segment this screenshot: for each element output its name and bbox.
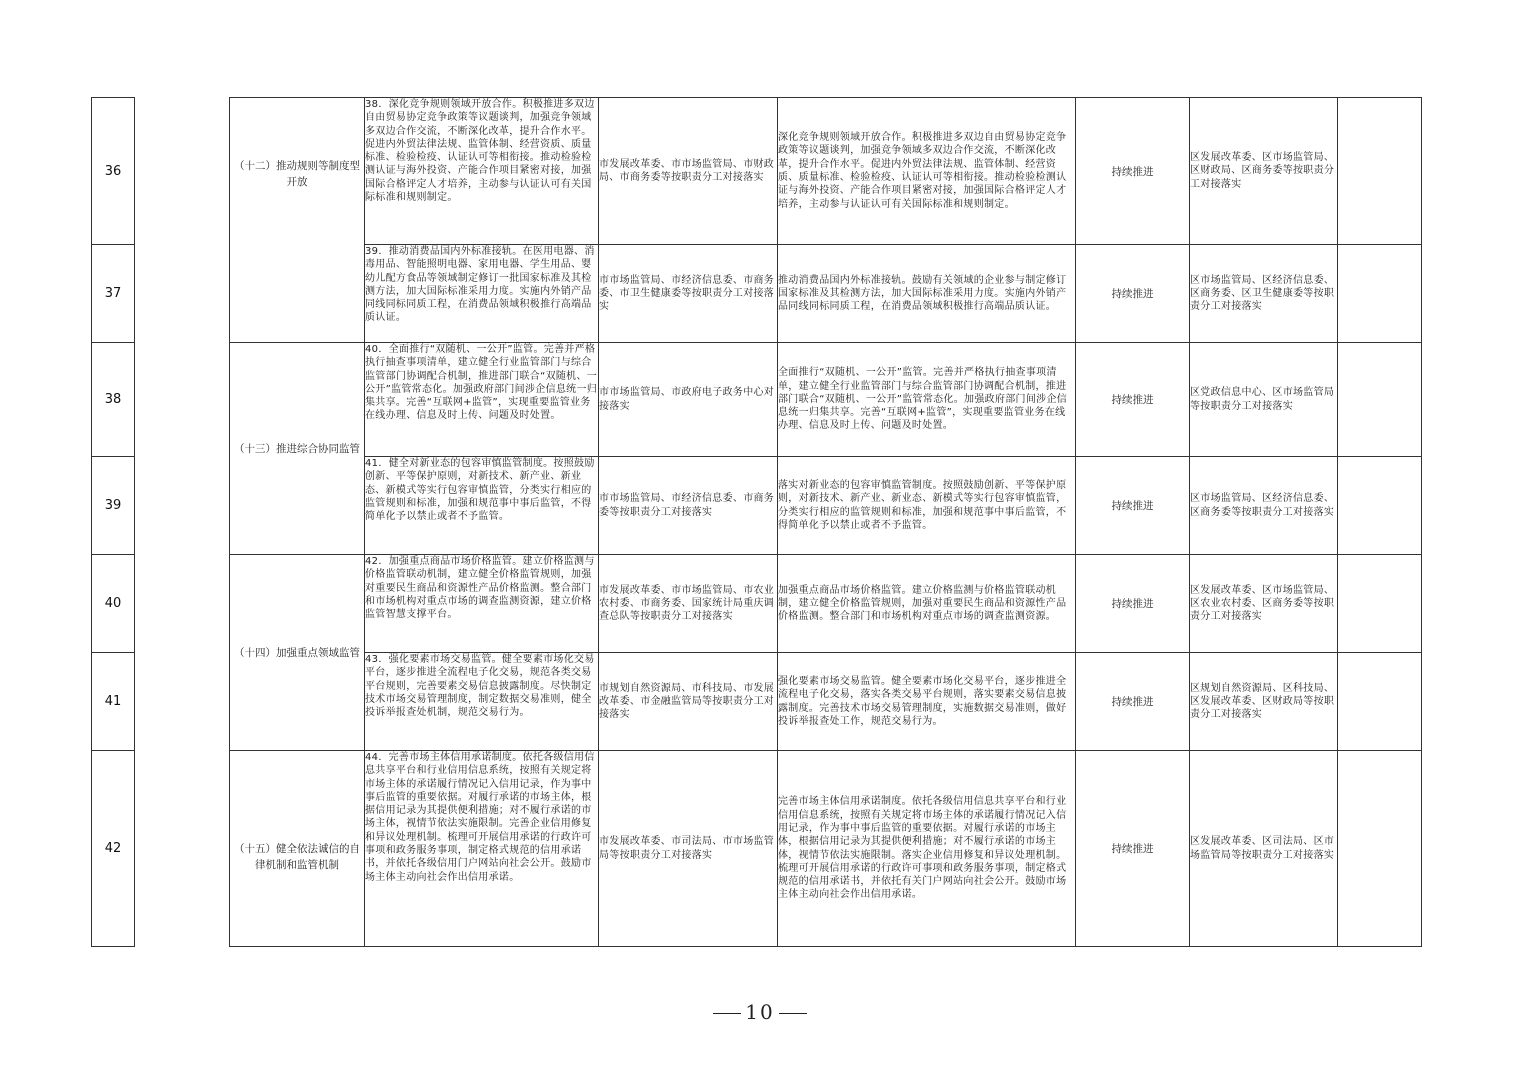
row-number: 36: [92, 98, 135, 245]
district-departments: 区党政信息中心、区市场监管局等按职责分工对接落实: [1190, 343, 1338, 457]
task-text: 42．加强重点商品市场价格监管。建立价格监测与价格监管联动机制，建立健全价格监管规则，加强对重要民生商品和资源性产品价格监测。整合部门和市场机构对重点市场的调查监测资源，建立价格监管智慧支撑平台。: [365, 555, 599, 653]
district-measure: 推动消费品国内外标准接轨。鼓励有关领域的企业参与制定修订国家标准及其检测方法，加大国际标准采用力度。实施内外销产品同线同标同质工程，在消费品领域积极推行高端品质认证。: [778, 245, 1076, 343]
remarks-cell: [1338, 555, 1422, 653]
group-label: （十二）推动规则等制度型开放: [230, 98, 365, 343]
table-row: [92, 555, 1422, 653]
district-departments: 区发展改革委、区市场监管局、区财政局、区商务委等按职责分工对接落实: [1190, 98, 1338, 245]
footer-dash-right: [779, 1013, 807, 1014]
status-cell: 持续推进: [1076, 653, 1190, 751]
task-text: 40．全面推行“双随机、一公开”监管。完善并严格执行抽查事项清单，建立健全行业监管部门与综合监管部门协调配合机制，推进部门联合“双随机、一公开”监管常态化。加强政府部门间涉企信息统一归集共享。完善“互联网+监管”，实现重要监管业务在线办理、信息及时上传、问题及时处置。: [365, 343, 599, 457]
task-text: 39．推动消费品国内外标准接轨。在医用电器、消毒用品、智能照明电器、家用电器、学生用品、婴幼儿配方食品等领域制定修订一批国家标准及其检测方法，加大国际标准采用力度。实施内外销产品同线同标同质工程，在消费品领域积极推行高端品质认证。: [365, 245, 599, 343]
page-number: 10: [745, 1000, 775, 1024]
district-departments: 区规划自然资源局、区科技局、区发展改革委、区财政局等按职责分工对接落实: [1190, 653, 1338, 751]
task-text: 44．完善市场主体信用承诺制度。依托各级信用信息共享平台和行业信用信息系统，按照有关规定将市场主体的承诺履行情况记入信用记录，作为事中事后监管的重要依据。对履行承诺的市场主体，根据信用记录为其提供便利措施；对不履行承诺的市场主体，视情节依法实施限制。完善企业信用修复和异议处理机制。梳理可开展信用承诺的行政许可事项和政务服务事项，制定格式规范的信用承诺书，并依托各级信用门户网站向社会公开。鼓励市场主体主动向社会作出信用承诺。: [365, 751, 599, 947]
group-label: （十四）加强重点领域监管: [230, 555, 365, 751]
city-departments: 市发展改革委、市司法局、市市场监管局等按职责分工对接落实: [599, 751, 778, 947]
district-measure: 深化竞争规则领域开放合作。积极推进多双边自由贸易协定竞争政策等议题谈判，加强竞争领域多双边合作交流，不断深化改革，提升合作水平。促进内外贸法律法规、监管体制、经营资质、质量标准、检验检疫、认证认可等相衔接。推动检验检测认证与海外投资、产能合作项目紧密对接，加强国际合格评定人才培养，主动参与认证认可有关国际标准和规则制定。: [778, 98, 1076, 245]
group-label: （十三）推进综合协同监管: [230, 343, 365, 555]
row-number: 39: [92, 457, 135, 555]
category-cell: [135, 98, 230, 947]
district-departments: 区发展改革委、区市场监管局、区农业农村委、区商务委等按职责分工对接落实: [1190, 555, 1338, 653]
district-measure: 强化要素市场交易监管。健全要素市场化交易平台，逐步推进全流程电子化交易，落实各类交易平台规则，落实要素交易信息披露制度。完善技术市场交易管理制度，实施数据交易准则，做好投诉举报查处工作，规范交易行为。: [778, 653, 1076, 751]
row-number: 40: [92, 555, 135, 653]
task-text: 38．深化竞争规则领域开放合作。积极推进多双边自由贸易协定竞争政策等议题谈判，加强竞争领域多双边合作交流，不断深化改革，提升合作水平。促进内外贸法律法规、监管体制、经营资质、质量标准、检验检疫、认证认可等相衔接。推动检验检测认证与海外投资、产能合作项目紧密对接，加强国际合格评定人才培养，主动参与认证认可有关国际标准和规则制定。: [365, 98, 599, 245]
status-cell: 持续推进: [1076, 555, 1190, 653]
task-text: 41．健全对新业态的包容审慎监管制度。按照鼓励创新、平等保护原则，对新技术、新产业、新业态、新模式等实行包容审慎监管，分类实行相应的监管规则和标准，加强和规范事中事后监管，不得简单化予以禁止或者不予监管。: [365, 457, 599, 555]
status-cell: 持续推进: [1076, 457, 1190, 555]
status-cell: 持续推进: [1076, 343, 1190, 457]
remarks-cell: [1338, 98, 1422, 245]
table-row: [92, 98, 1422, 245]
row-number: 38: [92, 343, 135, 457]
district-measure: 完善市场主体信用承诺制度。依托各级信用信息共享平台和行业信用信息系统，按照有关规定将市场主体的承诺履行情况记入信用记录，作为事中事后监管的重要依据。对履行承诺的市场主体，根据信用记录为其提供便利措施；对不履行承诺的市场主体，视情节依法实施限制。落实企业信用修复和异议处理机制。梳理可开展信用承诺的行政许可事项和政务服务事项，制定格式规范的信用承诺书，并依托有关门户网站向社会公开。鼓励市场主体主动向社会作出信用承诺。: [778, 751, 1076, 947]
district-departments: 区市场监管局、区经济信息委、区商务委、区卫生健康委等按职责分工对接落实: [1190, 245, 1338, 343]
remarks-cell: [1338, 653, 1422, 751]
city-departments: 市发展改革委、市市场监管局、市农业农村委、市商务委、国家统计局重庆调查总队等按职责分工对接落实: [599, 555, 778, 653]
table-row: [92, 751, 1422, 947]
city-departments: 市规划自然资源局、市科技局、市发展改革委、市金融监管局等按职责分工对接落实: [599, 653, 778, 751]
city-departments: 市市场监管局、市经济信息委、市商务委、市卫生健康委等按职责分工对接落实: [599, 245, 778, 343]
city-departments: 市市场监管局、市政府电子政务中心对接落实: [599, 343, 778, 457]
remarks-cell: [1338, 751, 1422, 947]
district-measure: 落实对新业态的包容审慎监管制度。按照鼓励创新、平等保护原则，对新技术、新产业、新业态、新模式等实行包容审慎监管，分类实行相应的监管规则和标准，加强和规范事中事后监管，不得简单化予以禁止或者不予监管。: [778, 457, 1076, 555]
row-number: 42: [92, 751, 135, 947]
district-measure: 全面推行“双随机、一公开”监管。完善并严格执行抽查事项清单，建立健全行业监管部门与综合监管部门协调配合机制，推进部门联合“双随机、一公开”监管常态化。加强政府部门间涉企信息统一归集共享。完善“互联网+监管”，实现重要监管业务在线办理、信息及时上传、问题及时处置。: [778, 343, 1076, 457]
city-departments: 市发展改革委、市市场监管局、市财政局、市商务委等按职责分工对接落实: [599, 98, 778, 245]
table-row: [92, 343, 1422, 457]
task-text: 43．强化要素市场交易监管。健全要素市场化交易平台，逐步推进全流程电子化交易，规范各类交易平台规则，完善要素交易信息披露制度。尽快制定技术市场交易管理制度，制定数据交易准则，健全投诉举报查处机制，规范交易行为。: [365, 653, 599, 751]
group-label: （十五）健全依法诚信的自律机制和监管机制: [230, 751, 365, 947]
remarks-cell: [1338, 343, 1422, 457]
remarks-cell: [1338, 245, 1422, 343]
district-departments: 区发展改革委、区司法局、区市场监管局等按职责分工对接落实: [1190, 751, 1338, 947]
status-cell: 持续推进: [1076, 751, 1190, 947]
district-measure: 加强重点商品市场价格监管。建立价格监测与价格监管联动机制，建立健全价格监管规则，加强对重要民生商品和资源性产品价格监测。整合部门和市场机构对重点市场的调查监测资源。: [778, 555, 1076, 653]
footer-dash-left: [713, 1013, 741, 1014]
status-cell: 持续推进: [1076, 98, 1190, 245]
remarks-cell: [1338, 457, 1422, 555]
page-footer: [0, 1000, 1520, 1024]
row-number: 37: [92, 245, 135, 343]
row-number: 41: [92, 653, 135, 751]
district-departments: 区市场监管局、区经济信息委、区商务委等按职责分工对接落实: [1190, 457, 1338, 555]
city-departments: 市市场监管局、市经济信息委、市商务委等按职责分工对接落实: [599, 457, 778, 555]
status-cell: 持续推进: [1076, 245, 1190, 343]
policy-table: [91, 97, 1422, 947]
